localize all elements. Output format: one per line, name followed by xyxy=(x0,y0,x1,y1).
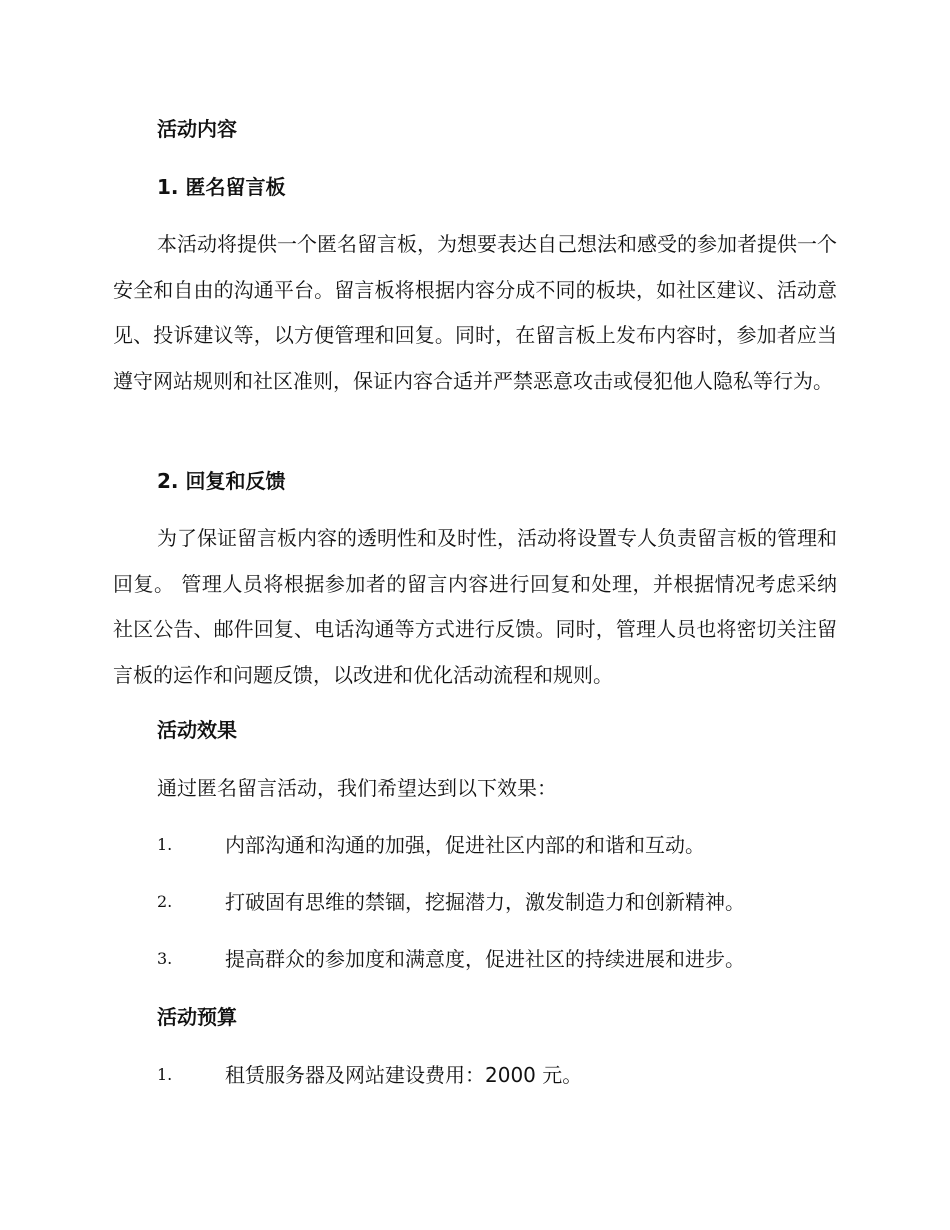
section-heading-effect: 活动效果 xyxy=(157,718,237,742)
subsection-heading-anonymous-board: 1. 匿名留言板 xyxy=(157,175,286,199)
section-heading-budget: 活动预算 xyxy=(157,1005,237,1029)
paragraph-reply-feedback: 为了保证留言板内容的透明性和及时性，活动将设置专人负责留言板的管理和回复。 管理人员将根据参加者的留言内容进行回复和处理，并根据情况考虑采纳社区公告、邮件回复、电话沟通等方式进行反馈。同时，管理人员也将密切关注留言板的运作和问题反馈，以改进和优化活动流程和规则。 xyxy=(113,526,837,687)
section-heading-content: 活动内容 xyxy=(157,117,237,141)
list-item-text: 内部沟通和沟通的加强，促进社区内部的和谐和互动。 xyxy=(225,833,705,857)
paragraph-anonymous-board: 本活动将提供一个匿名留言板，为想要表达自己想法和感受的参加者提供一个安全和自由的沟通平台。留言板将根据内容分成不同的板块，如社区建议、活动意见、投诉建议等，以方便管理和回复。同时，在留言板上发布内容时，参加者应当遵守网站规则和社区准则，保证内容合适并严禁恶意攻击或侵犯他人隐私等行为。 xyxy=(113,232,837,393)
subsection-heading-reply-feedback: 2. 回复和反馈 xyxy=(157,469,286,493)
list-item-number: 1. xyxy=(157,835,173,854)
list-item-text: 租赁服务器及网站建设费用：2000 元。 xyxy=(225,1063,583,1087)
effect-intro-text: 通过匿名留言活动，我们希望达到以下效果： xyxy=(157,776,557,800)
list-item-text: 提高群众的参加度和满意度，促进社区的持续进展和进步。 xyxy=(225,947,745,971)
list-item-number: 1. xyxy=(157,1065,173,1084)
list-item-text: 打破固有思维的禁锢，挖掘潜力，激发制造力和创新精神。 xyxy=(225,890,745,914)
list-item-number: 3. xyxy=(157,949,173,968)
list-item-number: 2. xyxy=(157,892,173,911)
